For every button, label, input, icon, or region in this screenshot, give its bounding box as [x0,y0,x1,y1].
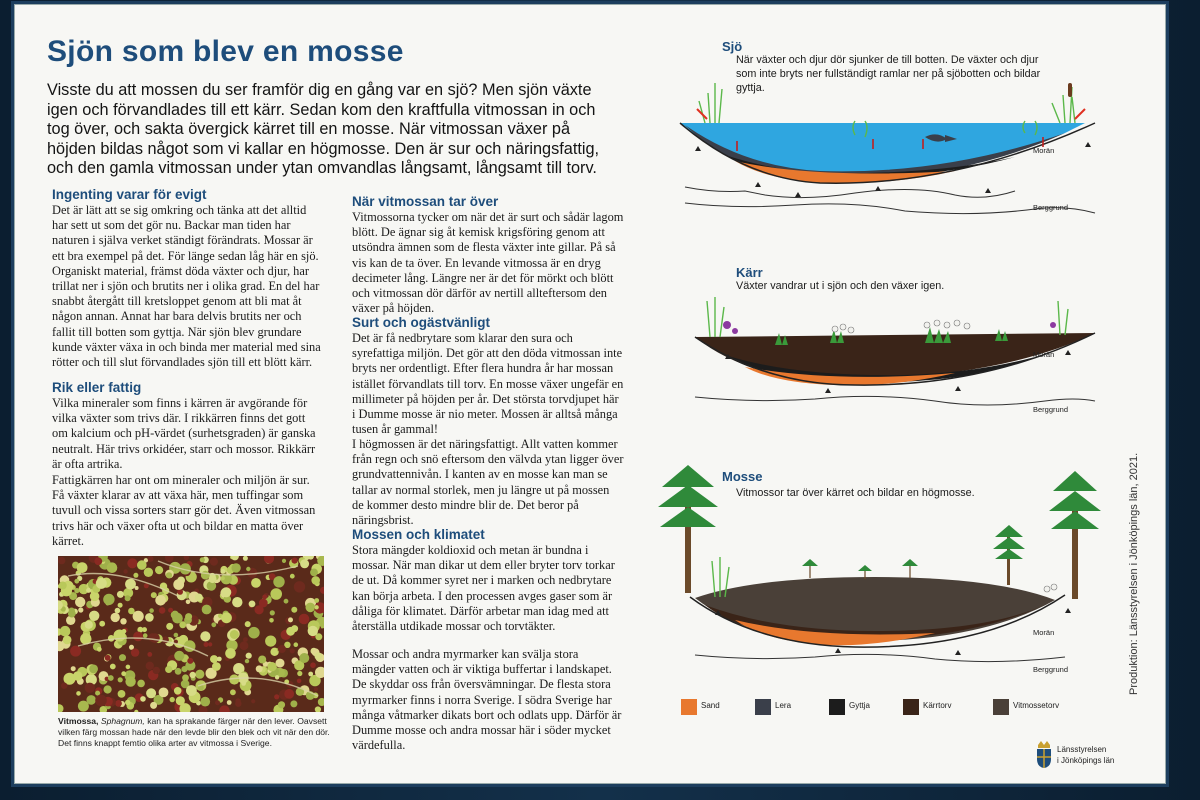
moss-clump [195,594,203,602]
moss-clump [174,687,182,695]
crown-shield-icon [1035,739,1053,769]
moss-clump [118,690,126,698]
moss-clump [143,633,148,638]
moss-clump [159,607,166,614]
moss-clump [230,630,239,639]
sjo-moran-label: Morän [1033,146,1055,155]
moss-clump [256,665,263,672]
moss-clump [146,688,156,698]
moss-clump [125,579,136,590]
moss-clump [265,636,276,647]
moss-clump [105,655,111,661]
moss-clump [170,697,175,702]
moss-clump [300,559,309,568]
caption-italic: Sphagnum, [100,716,145,726]
moss-clump [142,627,147,632]
moss-clump [146,662,154,670]
moss-clump [126,665,131,670]
moss-clump [89,611,99,621]
moss-clump [314,598,319,603]
moss-clump [201,571,210,580]
legend-label-sand: Sand [701,701,720,710]
moss-clump [115,608,121,614]
moss-clump [144,568,153,577]
moss-clump [118,603,123,608]
karr-moran-label: Morän [1033,350,1055,359]
small-pine-right [993,525,1025,585]
text-rik-fattig: Vilka mineraler som finns i kärren är avgörande för vilka växter som trivs där. I rikkärren finns det gott om kalcium och pH-värdet (surhetsgraden) är ganska neutralt. Här trivs orkidéer, starr och mossor. Rikkärr är ofta artrika. [52,396,316,471]
moss-clump [103,594,114,605]
heading-ingenting: Ingenting varar för evigt [52,187,207,202]
moss-clump [123,569,127,573]
moss-clump [166,623,173,630]
moss-clump [186,600,191,605]
moss-clump [148,556,154,562]
moss-clump [63,636,72,645]
diagram-mosse-text: Vitmossor tar över kärret och bildar en högmosse. [736,487,975,499]
moss-clump [144,583,149,588]
moss-clump [288,617,293,622]
diagram-sjo-text: När växter och djur dör sjunker de till botten. De växter och djur som inte bryts ner fullständigt ramlar ner på sjöbotten och bildar gyttja. [736,54,1041,94]
moss-clump [251,578,261,588]
moss-clump [217,657,222,662]
moran-line-3 [695,654,1065,661]
cattail-icon [1068,83,1072,97]
moran-line [685,187,1015,198]
moss-clump [310,662,316,668]
moss-clump [210,655,218,663]
moss-clump [273,576,284,587]
moss-clump [294,642,299,647]
moss-clump [246,653,252,659]
layer-legend [681,699,1101,721]
mosse-moran-label: Morän [1033,628,1055,637]
moss-clump [115,700,122,707]
moss-clump [70,646,81,657]
moss-clump [267,662,276,671]
large-pine-right [1049,471,1101,599]
moss-clump [284,689,294,699]
moss-clump [186,685,197,696]
moss-clump [208,642,212,646]
caption-text: kan ha sprakande färger när den lever. Oavsett vilken färg mossan hade när den levde blir den blek och vit när den dör. Det finns knappt femtio olika arter av vitmossa i Sverige. [58,716,330,748]
moss-clump [200,697,210,707]
moss-clump [210,558,218,566]
moss-clump [117,591,124,598]
photo-caption [58,716,330,749]
text-ingenting: Det är lätt att se sig omkring och tänka att det alltid har sett ut som det gör nu. Backar man tiden har naturen i själva verket ständigt förändrats. Mossar är ett bra exempel på det. För länge sedan låg här en sjö. Organiskt material, främst döda växter och djur, har trillat ner i sjön och brutits ner i olika grad. En del har snabbt återgått till kretsloppet genom att bli mat åt någon annan. Annat har bara delvis brutits ner och fallit till botten som gyttja. När sjön blev grundare kunde växter växa in och binda mer material med sina rötter och till slut förvandlades sjön till ett blött kärr. [52,203,321,370]
moss-clump [74,579,79,584]
moss-clump [299,653,309,663]
moss-clump [231,563,240,572]
moss-clump [290,648,295,653]
moss-clump [159,688,169,698]
diagram-mosse-label: Mosse [722,469,763,484]
moss-clump [111,613,120,622]
moss-clump [94,557,102,565]
moss-clump [125,595,131,601]
moss-clump [85,621,93,629]
moss-clump [121,671,126,676]
moss-clump [291,607,297,613]
moss-clump [246,567,250,571]
logo-text-line2: i Jönköpings län [1057,756,1115,765]
red-arrows [697,109,1085,119]
moss-clump [314,605,318,609]
moss-clump [153,667,160,674]
text-hogmossen: I högmossen är det näringsfattigt. Allt vatten kommer från regn och snö eftersom den välvda ytan ligger över grundvattennivån. I kanten av en mosse kan man se tallar av normal storlek, men ju längre ut på mossen de kommer desto mindre blir de. Det beror på näringsbrist. [352,437,624,528]
moss-clump [168,608,173,613]
production-credit: Produktion: Länsstyrelsen i Jönköpings län, 2021. [1128,452,1140,695]
heading-klimatet: Mossen och klimatet [352,527,485,542]
legend-label-vitmossetorv: Vitmossetorv [1013,701,1060,710]
moss-clump [166,572,172,578]
moss-clump [269,618,274,623]
moss-clump [107,562,118,573]
reeds-2 [707,297,1068,337]
moss-clump [96,578,107,589]
legend-swatch-sand [681,699,697,715]
moss-clump [243,637,248,642]
moss-clump [225,648,236,659]
text-fattigkarr: Fattigkärren har ont om mineraler och miljön är sur. Få växter klarar av att växa här, men tuffingar som tuvull och vissa sorters starr gör det. Även vitmossan trivs här och växer ofta ut och bildar en matta över kärret. [52,473,316,548]
caption-bold: Vitmossa, [58,716,99,726]
moss-clump [173,579,184,590]
diagram-karr-text: Växter vandrar ut i sjön och den växer igen. [736,280,945,292]
moss-clump [240,641,249,650]
moss-clump [286,627,295,636]
mosse-berggrund-label: Berggrund [1033,665,1069,674]
moss-clump [97,647,102,652]
intro-text: Visste du att mossen du ser framför dig en gång var en sjö? Men sjön växte igen och förvandlades till ett kärr. Sedan kom den kraftfulla vitmossan in och tog över, och sakta övergick kärret till en mosse. När vitmossan växer på höjden bildas något som vi kallar en högmosse. Den är sur och näringsfattig, och den gamla vitmossan under ytan omvandlas långsamt, långsamt till torv. [47,81,600,177]
moss-clump [200,631,210,641]
moss-clump [114,630,126,642]
text-myrmarker: Mossar och andra myrmarker kan svälja stora mängder vatten och är viktiga buffertar i landskapet. De skyddar oss från översvämningar. De flesta stora myrmarker finns i norra Sverige. I södra Sverige har många våtmarker dikats bort och odlats upp. Därför är Dumme mosse och andra mossar här i söder mycket värdefulla. [352,647,622,753]
diagram-sjo-label: Sjö [722,39,743,54]
moss-clump [221,612,232,623]
moss-clump [190,672,196,678]
moss-clump [133,632,143,642]
moss-clump [137,680,145,688]
orchids [723,321,1056,334]
moss-clump [89,665,98,674]
moss-clump [147,652,152,657]
diagram-mosse [635,455,1105,670]
moss-clump [151,592,157,598]
text-vitmossan: Vitmossorna tycker om när det är surt och sådär lagom blött. De ägnar sig åt kemisk krigsföring genom att utsöndra ämnen som de flesta växter inte gillar. På så vis kan de ta över. En levande vitmossa är en dryg decimeter lång. Längre ner är det för mörkt och blött och vitmossan dör därför av nertill allteftersom den växer på höjden. [352,210,624,316]
moss-clump [176,696,185,705]
moss-clump [294,581,305,592]
moss-clump [227,700,232,705]
dwarf-pines [802,559,918,571]
moss-clump [145,613,154,622]
moss-clump [274,694,279,699]
moss-clump [278,645,286,653]
moss-clump [75,597,85,607]
moss-clump [127,558,137,568]
moss-clump [110,664,116,670]
diagram-karr-label: Kärr [736,265,763,280]
moran-line-2 [695,396,1095,405]
moss-clump [174,633,179,638]
moss-clump [187,658,193,664]
moss-clump [262,595,267,600]
karr-berggrund-label: Berggrund [1033,405,1069,414]
moss-clump [310,569,318,577]
moss-clump [68,608,75,615]
logo-text-line1: Länsstyrelsen [1057,745,1107,754]
moss-clump [133,611,144,622]
moss-clump [77,562,88,573]
moss-clump [104,685,112,693]
reeds-3 [712,557,729,597]
moss-clump [306,603,316,613]
moss-clump [248,627,260,639]
moss-clump [220,569,225,574]
moss-clump [230,689,236,695]
moss-clump [177,589,183,595]
sign-title: Sjön som blev en mosse [47,35,404,68]
moss-clump [165,666,172,673]
moss-clump [315,652,323,660]
moss-clump [308,626,318,636]
sjo-berggrund-label: Berggrund [1033,203,1069,212]
moss-clump [311,576,320,585]
moss-clump [73,671,82,680]
moss-clump [314,687,318,691]
moss-clump [270,588,282,600]
moss-clump [202,605,212,615]
text-klimatet: Stora mängder koldioxid och metan är bundna i mossar. När man dikar ut dem eller bryter torv torkar de ut. Då kommer syret ner i marken och nedbrytare kan börja arbeta. I den processen avges gaser som är dåliga för klimatet. Därför arbetar man idag med att återställa utdikade mossar och torvtäkter. [352,543,615,634]
moss-clump [270,610,275,615]
large-pine-left [658,465,718,593]
legend-label-karrtorv: Kärrtorv [923,701,952,710]
moss-clump [245,621,251,627]
moss-clump [95,695,107,707]
sphagnum-photo [58,556,324,712]
moss-clump [251,699,255,703]
moss-clump [118,677,123,682]
moss-clump [299,614,310,625]
moss-clump [78,701,89,712]
moss-clump [249,601,256,608]
moss-clump [175,668,182,675]
moss-clump [278,701,285,708]
moss-clump [255,605,264,614]
legend-label-gyttja: Gyttja [849,701,870,710]
moss-clump [181,666,187,672]
moss-clump [90,592,100,602]
moss-clump [58,557,65,564]
moss-clump [258,656,266,664]
moss-clump [108,675,114,681]
moss-clump [276,659,285,668]
moss-clump [292,558,298,564]
moss-clump [215,700,220,705]
moss-clump [204,642,209,647]
moss-clump [125,676,135,686]
legend-swatch-gyttja [829,699,845,715]
legend-swatch-vitmossetorv [993,699,1009,715]
moss-clump [76,691,81,696]
moss-clump [133,573,138,578]
moss-clump [85,683,95,693]
moss-clump [60,626,71,637]
moss-clump [297,679,302,684]
cotton-grass [832,320,970,333]
legend-label-lera: Lera [775,701,792,710]
moss-clump [174,651,184,661]
moss-clump [119,654,126,661]
moss-clump [185,613,192,620]
moss-clump [155,595,166,606]
moss-clump [211,622,216,627]
moss-clump [243,556,248,561]
heading-vitmossan: När vitmossan tar över [352,194,499,209]
moss-clump [99,621,105,627]
moss-clump [245,659,249,663]
cotton-grass-3 [1044,584,1057,592]
heading-rik-fattig: Rik eller fattig [52,380,142,395]
sphagnum-photo-image [58,556,324,712]
heading-surt: Surt och ogästvänligt [352,315,491,330]
moss-clump [150,633,160,643]
moss-clump [221,587,231,597]
moss-clump [195,670,204,679]
moss-clump [78,607,83,612]
moss-clump [212,662,221,671]
legend-swatch-karrtorv [903,699,919,715]
legend-swatch-lera [755,699,771,715]
moss-clump [155,566,163,574]
moss-clump [120,618,126,624]
dwarf-pine-trunks [810,566,910,579]
moss-clump [149,608,154,613]
moss-clump [59,582,67,590]
moss-clump [71,666,76,671]
moss-clump [235,701,241,707]
moss-clump [86,588,91,593]
moss-clump [297,671,302,676]
text-surt: Det är få nedbrytare som klarar den sura och syrefattiga miljön. Det gör att den döda vitmossan inte bryts ner ordentligt. Efter flera hundra år har mossan istället förvandlats till torv. En mosse växer ungefär en millimeter på höjden per år. Det största torvdjupet här i Dumme mosse är nio meter. Mossen är alltså många tusen år gammal! [352,331,624,437]
lansstyrelsen-logo [1035,739,1125,775]
moss-clump [172,613,183,624]
moss-clump [131,648,139,656]
moss-clump [150,702,157,709]
moss-clump [140,696,146,702]
moss-clump [284,599,289,604]
moss-clump [200,557,205,562]
moss-clump [221,576,225,580]
moss-clump [61,683,67,689]
moss-clump [308,672,313,677]
moss-clump [290,574,295,579]
moss-clump [290,700,297,707]
information-sign [14,4,1166,784]
moss-clump [125,700,130,705]
moss-clump [137,560,147,570]
moss-clump [182,674,189,681]
moss-clump [232,597,242,607]
moss-clump [275,675,279,679]
moss-clump [282,559,286,563]
